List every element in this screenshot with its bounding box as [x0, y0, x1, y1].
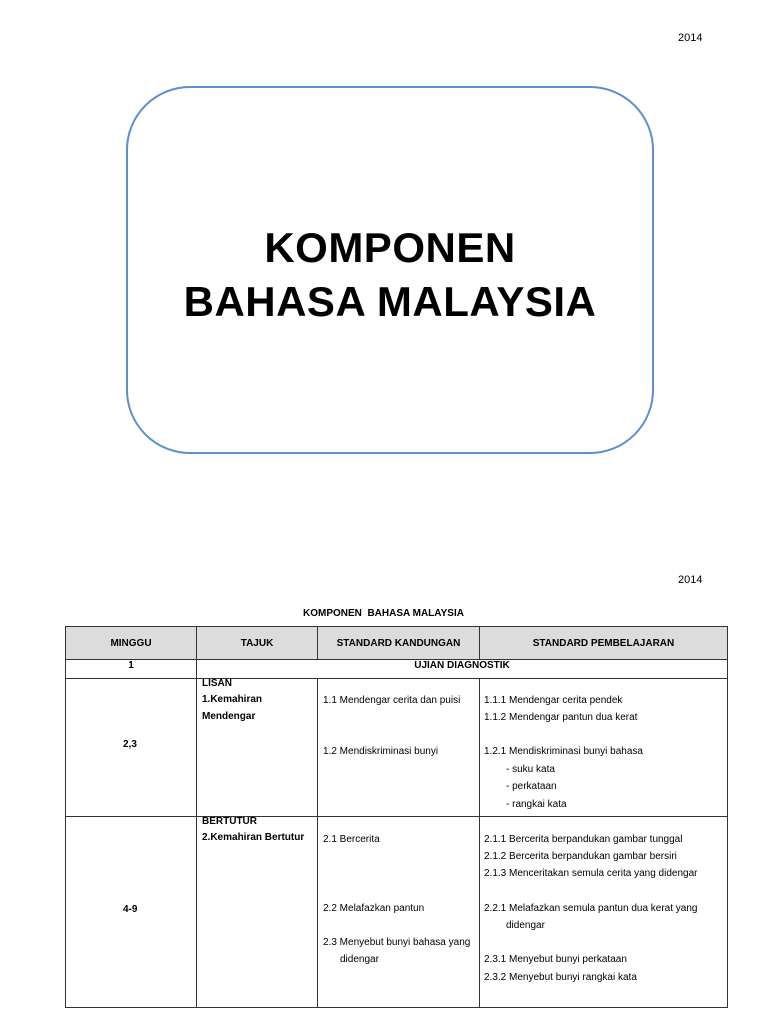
learning-subitem: - perkataan: [506, 781, 557, 792]
learning-item: 2.1.2 Bercerita berpandukan gambar bersiri: [484, 851, 677, 862]
standard-item-continued: didengar: [340, 954, 379, 965]
week-value: 2,3: [123, 739, 137, 750]
header-standard-pembelajaran: STANDARD PEMBELAJARAN: [480, 627, 728, 660]
standard-pembelajaran-cell: [480, 679, 728, 817]
learning-subitem: - rangkai kata: [506, 799, 567, 810]
standard-item: 1.1 Mendengar cerita dan puisi: [323, 695, 461, 706]
learning-item: 2.2.1 Melafazkan semula pantun dua kerat yang: [484, 903, 698, 914]
topic-title: LISAN: [202, 678, 232, 689]
standard-item: 2.2 Melafazkan pantun: [323, 903, 425, 914]
header-tajuk: TAJUK: [197, 627, 318, 660]
table-row: [66, 817, 728, 1008]
standard-item: 1.2 Mendiskriminasi bunyi: [323, 746, 439, 757]
learning-subitem: - suku kata: [506, 764, 555, 775]
table-caption: KOMPONEN BAHASA MALAYSIA: [303, 608, 464, 619]
topic-line: 1.Kemahiran: [202, 694, 263, 705]
standard-pembelajaran-cell: [480, 817, 728, 1008]
page2-year: 2014: [678, 574, 703, 586]
week-cell: 1: [66, 660, 197, 679]
topic-line: Mendengar: [202, 711, 256, 722]
learning-item: 1.1.1 Mendengar cerita pendek: [484, 695, 623, 706]
topic-title: BERTUTUR: [202, 816, 257, 827]
week-value: 4-9: [123, 904, 138, 915]
header-standard-kandungan: STANDARD KANDUNGAN: [318, 627, 480, 660]
standard-kandungan-cell: [318, 817, 480, 1008]
standard-item: 2.3 Menyebut bunyi bahasa yang: [323, 937, 471, 948]
topic-cell: [197, 817, 318, 1008]
learning-item: 1.2.1 Mendiskriminasi bunyi bahasa: [484, 746, 643, 757]
diagnostic-label: UJIAN DIAGNOSTIK: [197, 660, 728, 679]
table-header-row: [66, 627, 728, 660]
topic-cell: [197, 679, 318, 817]
table-row: [66, 679, 728, 817]
table-row: [66, 660, 728, 679]
week-cell: [66, 817, 197, 1008]
learning-item: 1.1.2 Mendengar pantun dua kerat: [484, 712, 638, 723]
learning-item: 2.3.2 Menyebut bunyi rangkai kata: [484, 972, 637, 983]
topic-line: 2.Kemahiran Bertutur: [202, 832, 305, 843]
learning-item: 2.3.1 Menyebut bunyi perkataan: [484, 954, 627, 965]
standard-item: 2.1 Bercerita: [323, 834, 380, 845]
learning-item: 2.1.3 Menceritakan semula cerita yang didengar: [484, 868, 698, 879]
learning-item-continued: didengar: [506, 920, 545, 931]
learning-item: 2.1.1 Bercerita berpandukan gambar tunggal: [484, 834, 683, 845]
title-line-1: KOMPONEN: [264, 224, 516, 271]
title-line-2: BAHASA MALAYSIA: [183, 278, 597, 325]
header-minggu: MINGGU: [66, 627, 197, 660]
syllabus-table: [65, 626, 728, 1008]
page1-year: 2014: [678, 32, 703, 44]
title-box: [126, 86, 654, 454]
standard-kandungan-cell: [318, 679, 480, 817]
week-cell: [66, 679, 197, 817]
